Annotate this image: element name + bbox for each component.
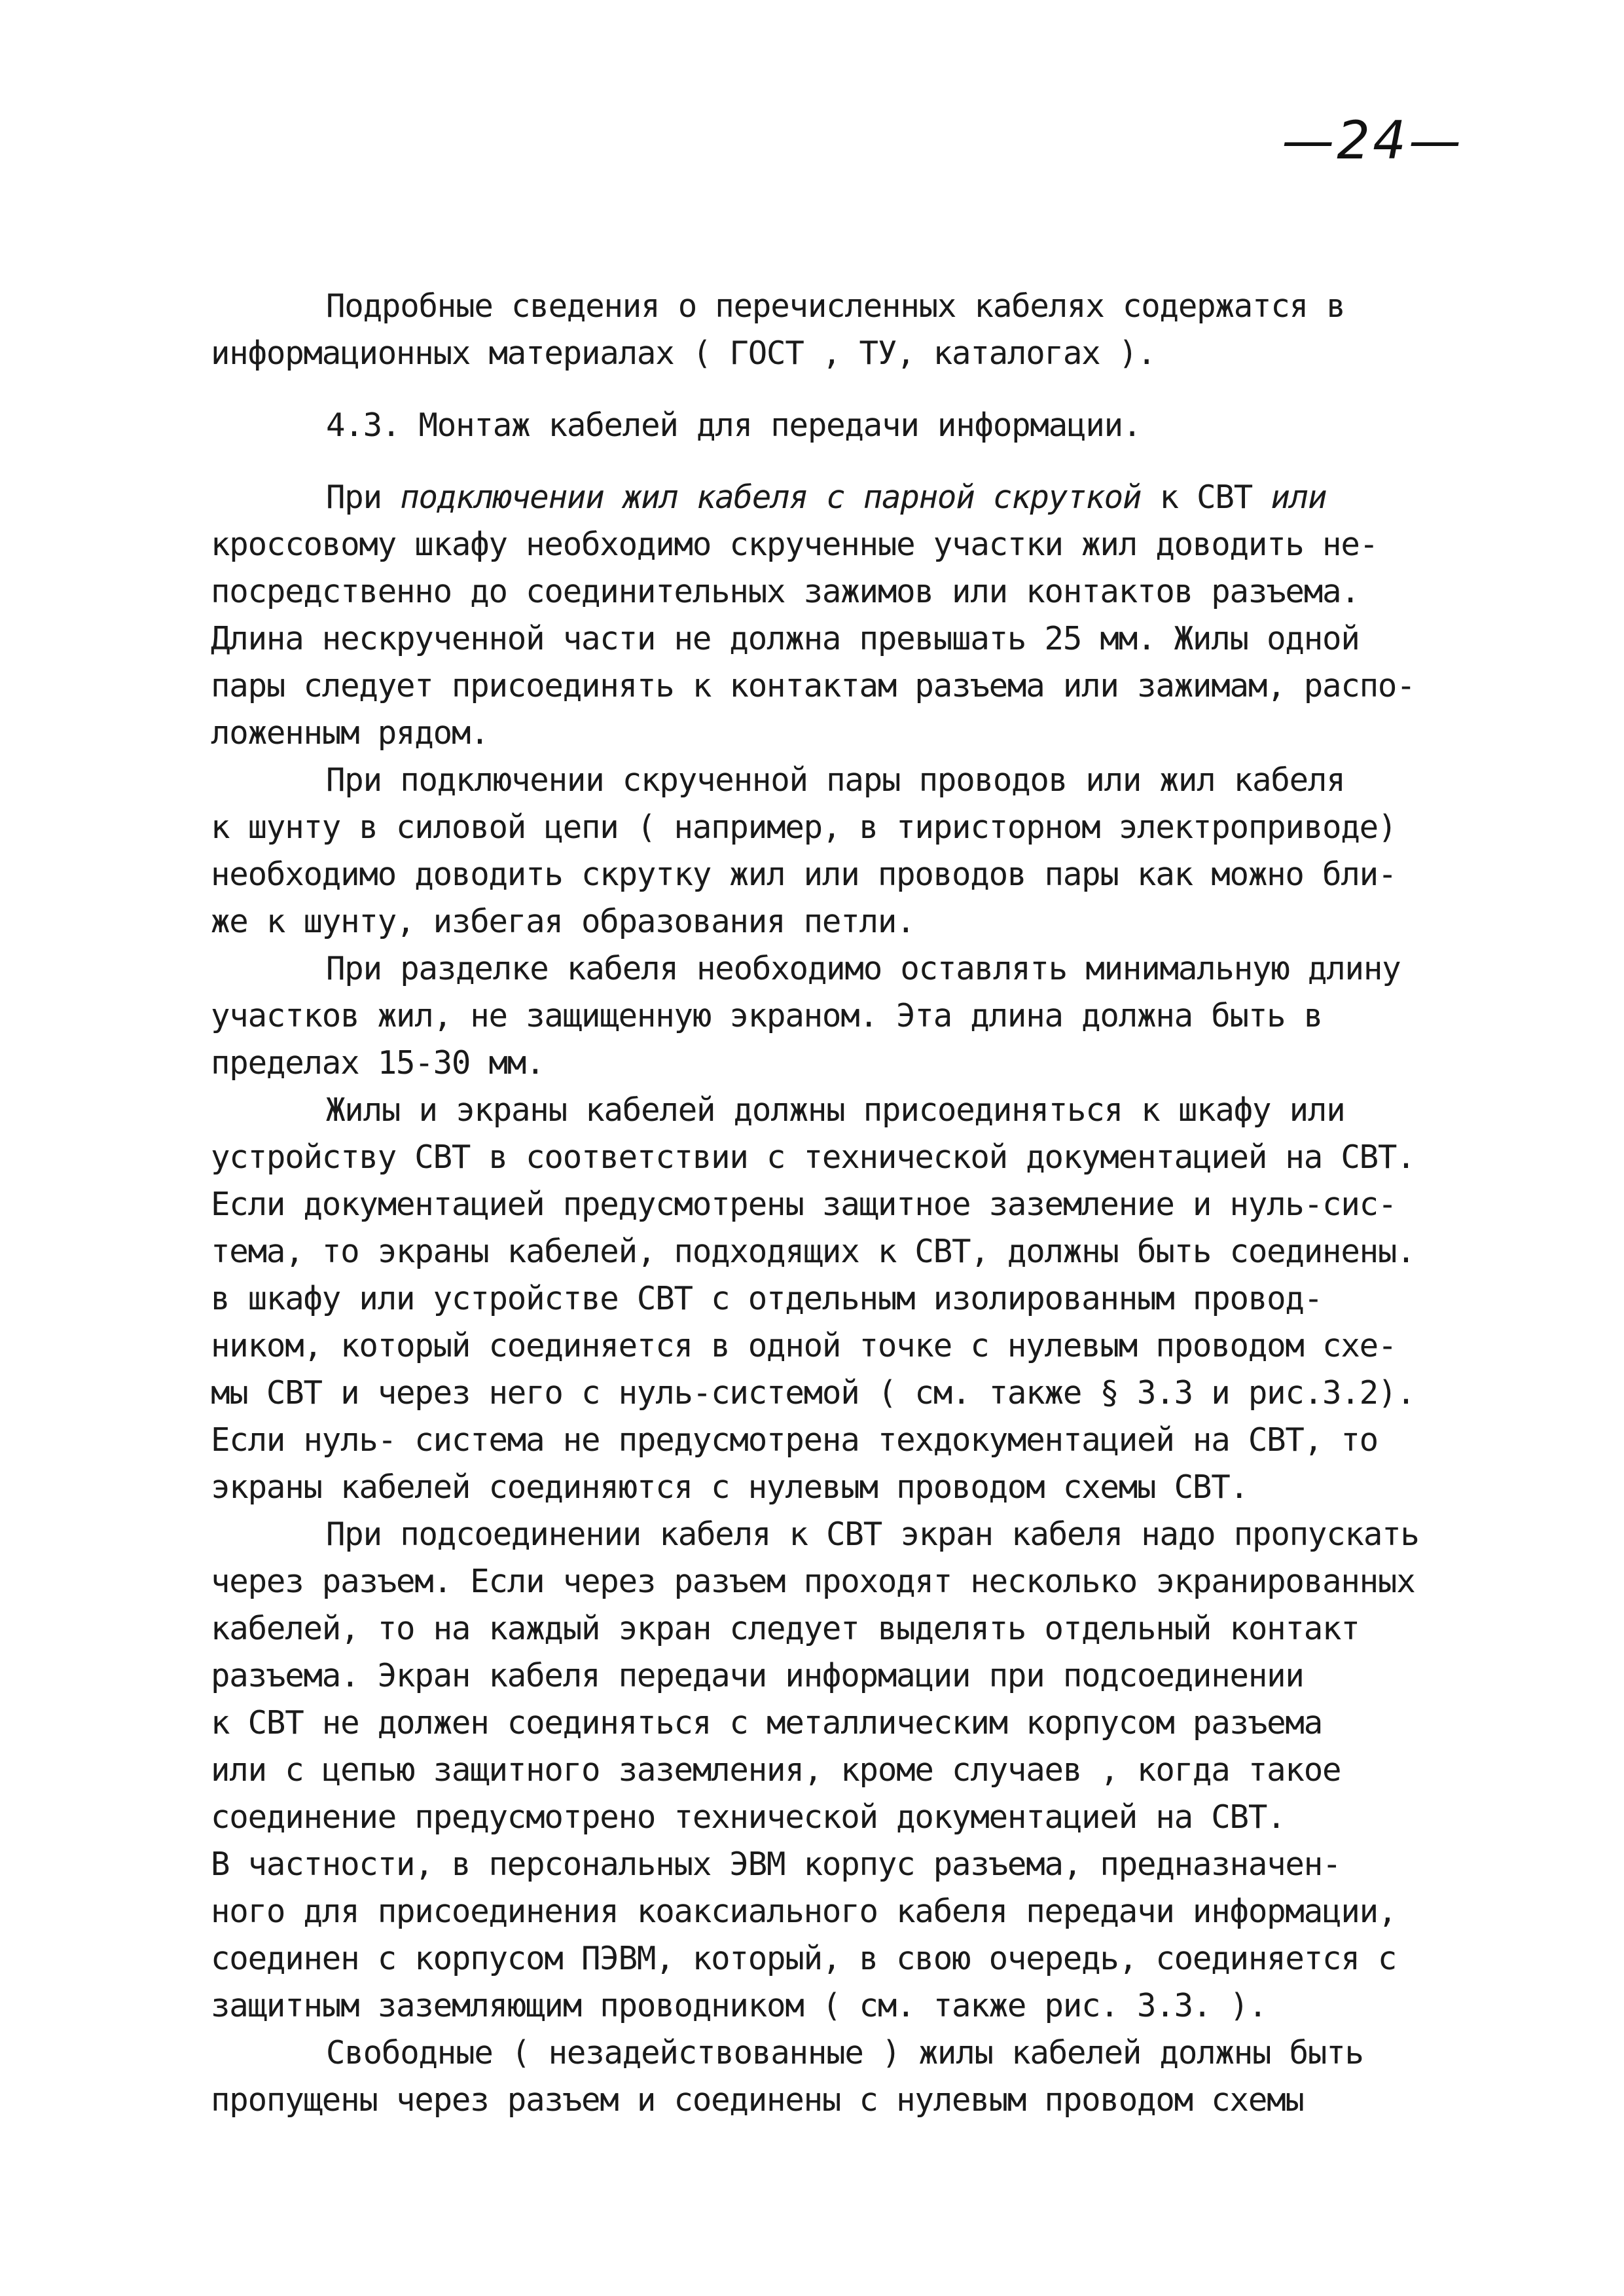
text-line: При разделке кабеля необходимо оставлять минимальную длину xyxy=(326,950,1401,987)
text-line: к СВТ не должен соединяться с металлическим корпусом разъема xyxy=(211,1704,1323,1741)
text-line: Жилы и экраны кабелей должны присоединяться к шкафу или xyxy=(326,1091,1345,1129)
paragraph-connector xyxy=(211,1511,1454,2030)
text-line: соединение предусмотрено технической документацией на СВТ. xyxy=(211,1798,1286,1836)
text-span-italic: или xyxy=(1271,479,1327,516)
text-line: кабелей, то на каждый экран следует выделять отдельный контакт xyxy=(211,1610,1360,1647)
text-line: экраны кабелей соединяются с нулевым проводом схемы СВТ. xyxy=(211,1468,1248,1506)
text-line: через разъем. Если через разъем проходят несколько экранированных xyxy=(211,1563,1415,1600)
text-line: пределах 15-30 мм. xyxy=(211,1044,545,1082)
text-line: Длина нескрученной части не должна превышать 25 мм. Жилы одной xyxy=(211,620,1360,657)
text-line: Если нуль- система не предусмотрена техдокументацией на СВТ, то xyxy=(211,1421,1378,1459)
section-heading: 4.3. Монтаж кабелей для передачи информации. xyxy=(326,407,1142,444)
text-line: тема, то экраны кабелей, подходящих к СВТ, должны быть соединены. xyxy=(211,1233,1415,1270)
document-body xyxy=(211,283,1454,2124)
text-line: пропущены через разъем и соединены с нулевым проводом схемы xyxy=(211,2081,1304,2119)
text-line xyxy=(211,474,1454,521)
paragraph-shunt xyxy=(211,757,1454,945)
text-line: Если документацией предусмотрены защитное заземление и нуль-сис- xyxy=(211,1186,1397,1223)
text-line: Подробные сведения о перечисленных кабелях содержатся в xyxy=(326,287,1345,325)
paragraph-free-wires xyxy=(211,2030,1454,2124)
text-line: ложенным рядом. xyxy=(211,714,489,752)
paragraph-shields xyxy=(211,1087,1454,1511)
text-span: При xyxy=(326,479,401,516)
text-line: кроссовому шкафу необходимо скрученные участки жил доводить не- xyxy=(211,526,1378,563)
text-line: или с цепью защитного заземления, кроме случаев , когда такое xyxy=(211,1751,1341,1789)
text-line: устройству СВТ в соответствии с технической документацией на СВТ. xyxy=(211,1139,1415,1176)
paragraph-twisted-pair xyxy=(211,474,1454,757)
text-line: в шкафу или устройстве СВТ с отдельным изолированным провод- xyxy=(211,1280,1323,1317)
text-span-italic: подключении жил кабеля с парной скруткой xyxy=(400,479,1142,516)
text-span: к СВТ xyxy=(1141,479,1271,516)
text-line: участков жил, не защищенную экраном. Эта длина должна быть в xyxy=(211,997,1323,1034)
text-line: ником, который соединяется в одной точке с нулевым проводом схе- xyxy=(211,1327,1397,1364)
text-line: защитным заземляющим проводником ( см. также рис. 3.3. ). xyxy=(211,1987,1267,2024)
text-line: В частности, в персональных ЭВМ корпус разъема, предназначен- xyxy=(211,1846,1341,1883)
text-line: разъема. Экран кабеля передачи информации при подсоединении xyxy=(211,1657,1304,1694)
text-line: соединен с корпусом ПЭВМ, который, в свою очередь, соединяется с xyxy=(211,1940,1397,1977)
text-line: При подсоединении кабеля к СВТ экран кабеля надо пропускать xyxy=(326,1516,1419,1553)
text-line: же к шунту, избегая образования петли. xyxy=(211,903,915,940)
text-line: необходимо доводить скрутку жил или проводов пары как можно бли- xyxy=(211,856,1397,893)
text-line: посредственно до соединительных зажимов или контактов разъема. xyxy=(211,573,1360,610)
paragraph-cable-info xyxy=(211,283,1454,377)
page-number: —24— xyxy=(1282,110,1464,171)
text-line: пары следует присоединять к контактам разъема или зажимам, распо- xyxy=(211,667,1415,704)
text-line: информационных материалах ( ГОСТ , ТУ, каталогах ). xyxy=(211,335,1156,372)
text-line: ного для присоединения коаксиального кабеля передачи информации, xyxy=(211,1893,1397,1930)
text-line: При подключении скрученной пары проводов или жил кабеля xyxy=(326,761,1345,799)
text-line: к шунту в силовой цепи ( например, в тиристорном электроприводе) xyxy=(211,809,1397,846)
text-line: Свободные ( незадействованные ) жилы кабелей должны быть xyxy=(326,2034,1363,2071)
paragraph-cutting xyxy=(211,945,1454,1087)
text-line: мы СВТ и через него с нуль-системой ( см. также § 3.3 и рис.3.2). xyxy=(211,1374,1415,1412)
